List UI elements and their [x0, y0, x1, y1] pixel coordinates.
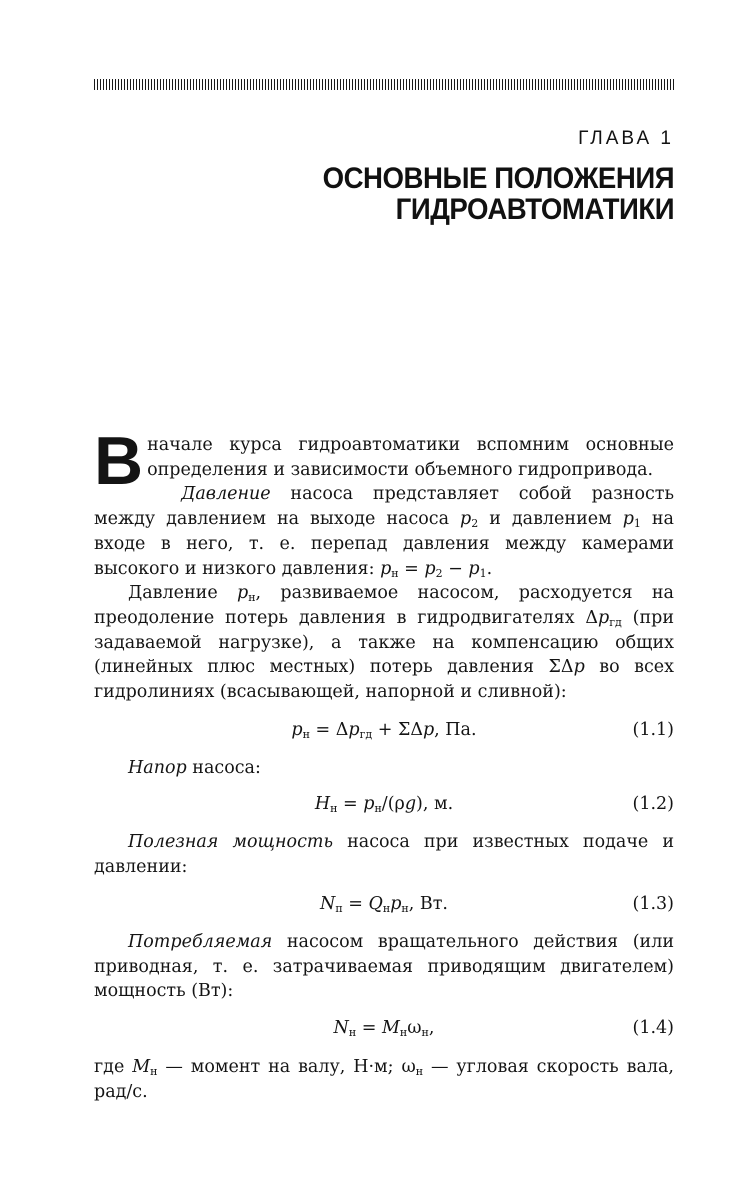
text-block-3	[94, 830, 674, 879]
text-block-5	[94, 1055, 674, 1104]
equation-formula: $p_н = \Delta p_{гд} + \Sigma\Delta p$, Па.	[291, 720, 477, 741]
equation-formula: $N_п = Q_нp_н$, Вт.	[320, 894, 448, 915]
drop-cap: В	[94, 423, 144, 499]
chapter-title-line2: ГИДРОАВТОМАТИКИ	[395, 193, 674, 226]
pressure-losses-paragraph: Давление $p_н$, развиваемое насосом, расходуется на преодоление потерь давления в гидродвигателях $\Delta p_{гд}$ (при задаваемой нагрузке), а также на компенсацию общих (линейных плюс местных) потерь давления ΣΔp во всех гидролиниях (всасывающей, напорной и сливной):	[94, 583, 674, 703]
equation-number: (1.4)	[632, 1018, 674, 1038]
intro-text: начале курса гидроавтоматики вспомним основные определения и зависимости объемного гидропривода.	[147, 435, 674, 480]
chapter-label: ГЛАВА 1	[578, 128, 674, 149]
chapter-title-line1: ОСНОВНЫЕ ПОЛОЖЕНИЯ	[322, 162, 674, 195]
equation-formula: $N_н = M_н\omega_н$,	[333, 1018, 435, 1039]
term-head: Напор	[128, 758, 187, 778]
text-block-1	[94, 423, 674, 705]
consumed-power-paragraph: Потребляемая насосом вращательного действия (или приводная, т. е. затрачиваемая приводящим двигателем) мощность (Вт):	[94, 932, 674, 1002]
equation-1-4	[94, 1015, 674, 1041]
equation-number: (1.1)	[632, 720, 674, 740]
equation-1-3	[94, 891, 674, 917]
chapter-title	[322, 163, 674, 225]
where-paragraph: где $M_н$ — момент на валу, Н·м; $\omega_н$ — угловая скорость вала, рад/с.	[94, 1057, 674, 1102]
text-block-2	[94, 756, 674, 781]
pressure-paragraph: Давление насоса представляет собой разность между давлением на выходе насоса $p_2$ и давлением $p_1$ на входе в него, т. е. перепад давления между камерами высокого и низкого давления: $p_н = p_2 - p_1$.	[94, 484, 674, 580]
header-rule	[94, 79, 674, 90]
head-paragraph: Напор насоса:	[128, 758, 261, 778]
term-consumed-power: Потребляемая	[128, 932, 273, 952]
term-pressure: Давление	[181, 484, 271, 505]
equation-1-2	[94, 791, 674, 817]
equation-number: (1.2)	[632, 794, 674, 814]
equation-formula: $H_н = p_н/(\rho g)$, м.	[314, 794, 454, 815]
equation-number: (1.3)	[632, 894, 674, 914]
equation-1-1	[94, 717, 674, 743]
text-block-4	[94, 930, 674, 1004]
useful-power-paragraph: Полезная мощность насоса при известных подаче и давлении:	[94, 832, 675, 877]
term-useful-power: Полезная мощность	[128, 832, 334, 852]
